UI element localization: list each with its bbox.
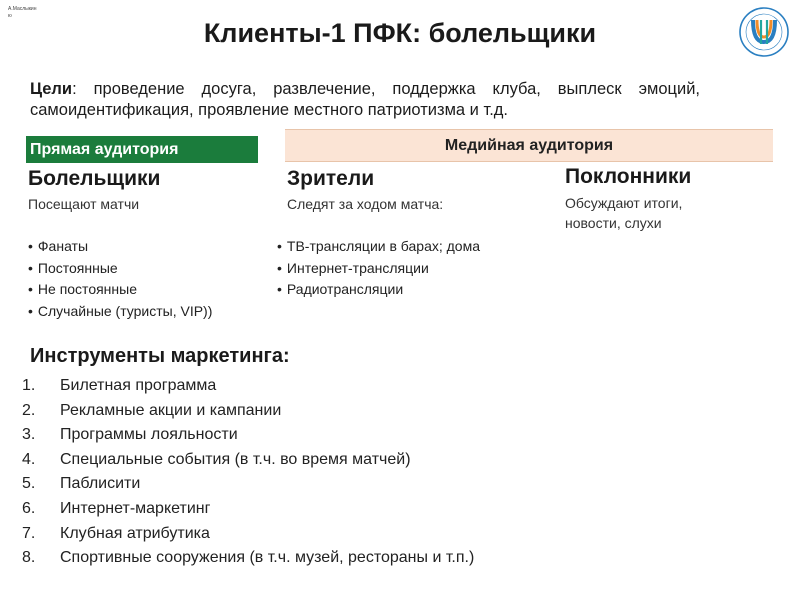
item-number: 2. — [22, 401, 36, 419]
item-text: Билетная программа — [60, 377, 217, 394]
list-item: • Фанаты — [28, 236, 212, 258]
item-text: Спортивные сооружения (в т.ч. музей, рестораны и т.п.) — [60, 549, 475, 567]
list-item — [22, 423, 474, 448]
list-item — [22, 546, 474, 571]
group-title-fans: Болельщики — [28, 167, 161, 190]
item-number: 6. — [22, 499, 36, 517]
list-item: • Постоянные — [28, 258, 212, 280]
marketing-tools-list — [22, 374, 474, 571]
group-title-viewers: Зрители — [287, 167, 375, 190]
viewers-bullet-list — [277, 236, 480, 301]
page-title: Клиенты-1 ПФК: болельщики — [203, 18, 597, 48]
list-item: • Случайные (туристы, VIP)) — [28, 301, 212, 323]
item-text: Интернет-маркетинг — [60, 499, 211, 517]
direct-audience-label: Прямая аудитория — [26, 136, 258, 163]
list-item — [22, 497, 474, 522]
list-item — [22, 472, 474, 497]
fans-bullet-list — [28, 236, 212, 322]
item-number: 1. — [22, 377, 36, 394]
list-item — [22, 399, 474, 424]
goals-paragraph — [30, 79, 700, 121]
item-number: 7. — [22, 524, 36, 542]
list-item: • Радиотрансляции — [277, 279, 480, 301]
item-text: Рекламные акции и кампании — [60, 401, 282, 419]
item-number: 4. — [22, 450, 36, 468]
author-name-tail: ю — [8, 13, 12, 19]
group-subtitle-fans: Посещают матчи — [28, 196, 140, 212]
goals-text: : проведение досуга, развлечение, поддержка клуба, выплеск эмоций, самоидентификация, проявление местного патриотизма и т.д. — [30, 80, 700, 119]
item-number: 8. — [22, 549, 36, 567]
list-item — [22, 374, 474, 399]
university-emblem-icon — [738, 6, 790, 58]
item-number: 3. — [22, 426, 36, 444]
group-title-admirers: Поклонники — [565, 165, 692, 188]
list-item — [22, 522, 474, 547]
item-text: Клубная атрибутика — [60, 524, 210, 542]
group-subtitle-viewers: Следят за ходом матча: — [287, 196, 444, 212]
list-item: • ТВ-трансляции в барах; дома — [277, 236, 480, 258]
item-text: Паблисити — [60, 475, 141, 493]
marketing-tools-title: Инструменты маркетинга: — [30, 345, 290, 367]
item-number: 5. — [22, 475, 36, 493]
author-name: А.Маслыкин — [8, 6, 37, 12]
list-item — [22, 448, 474, 473]
list-item: • Интернет-трансляции — [277, 258, 480, 280]
media-audience-label: Медийная аудитория — [285, 129, 773, 162]
item-text: Специальные события (в т.ч. во время матчей) — [60, 450, 411, 468]
list-item: • Не постоянные — [28, 279, 212, 301]
item-text: Программы лояльности — [60, 426, 238, 444]
goals-label: Цели — [30, 80, 73, 98]
group-subtitle-admirers: Обсуждают итоги, новости, слухи — [565, 195, 683, 231]
